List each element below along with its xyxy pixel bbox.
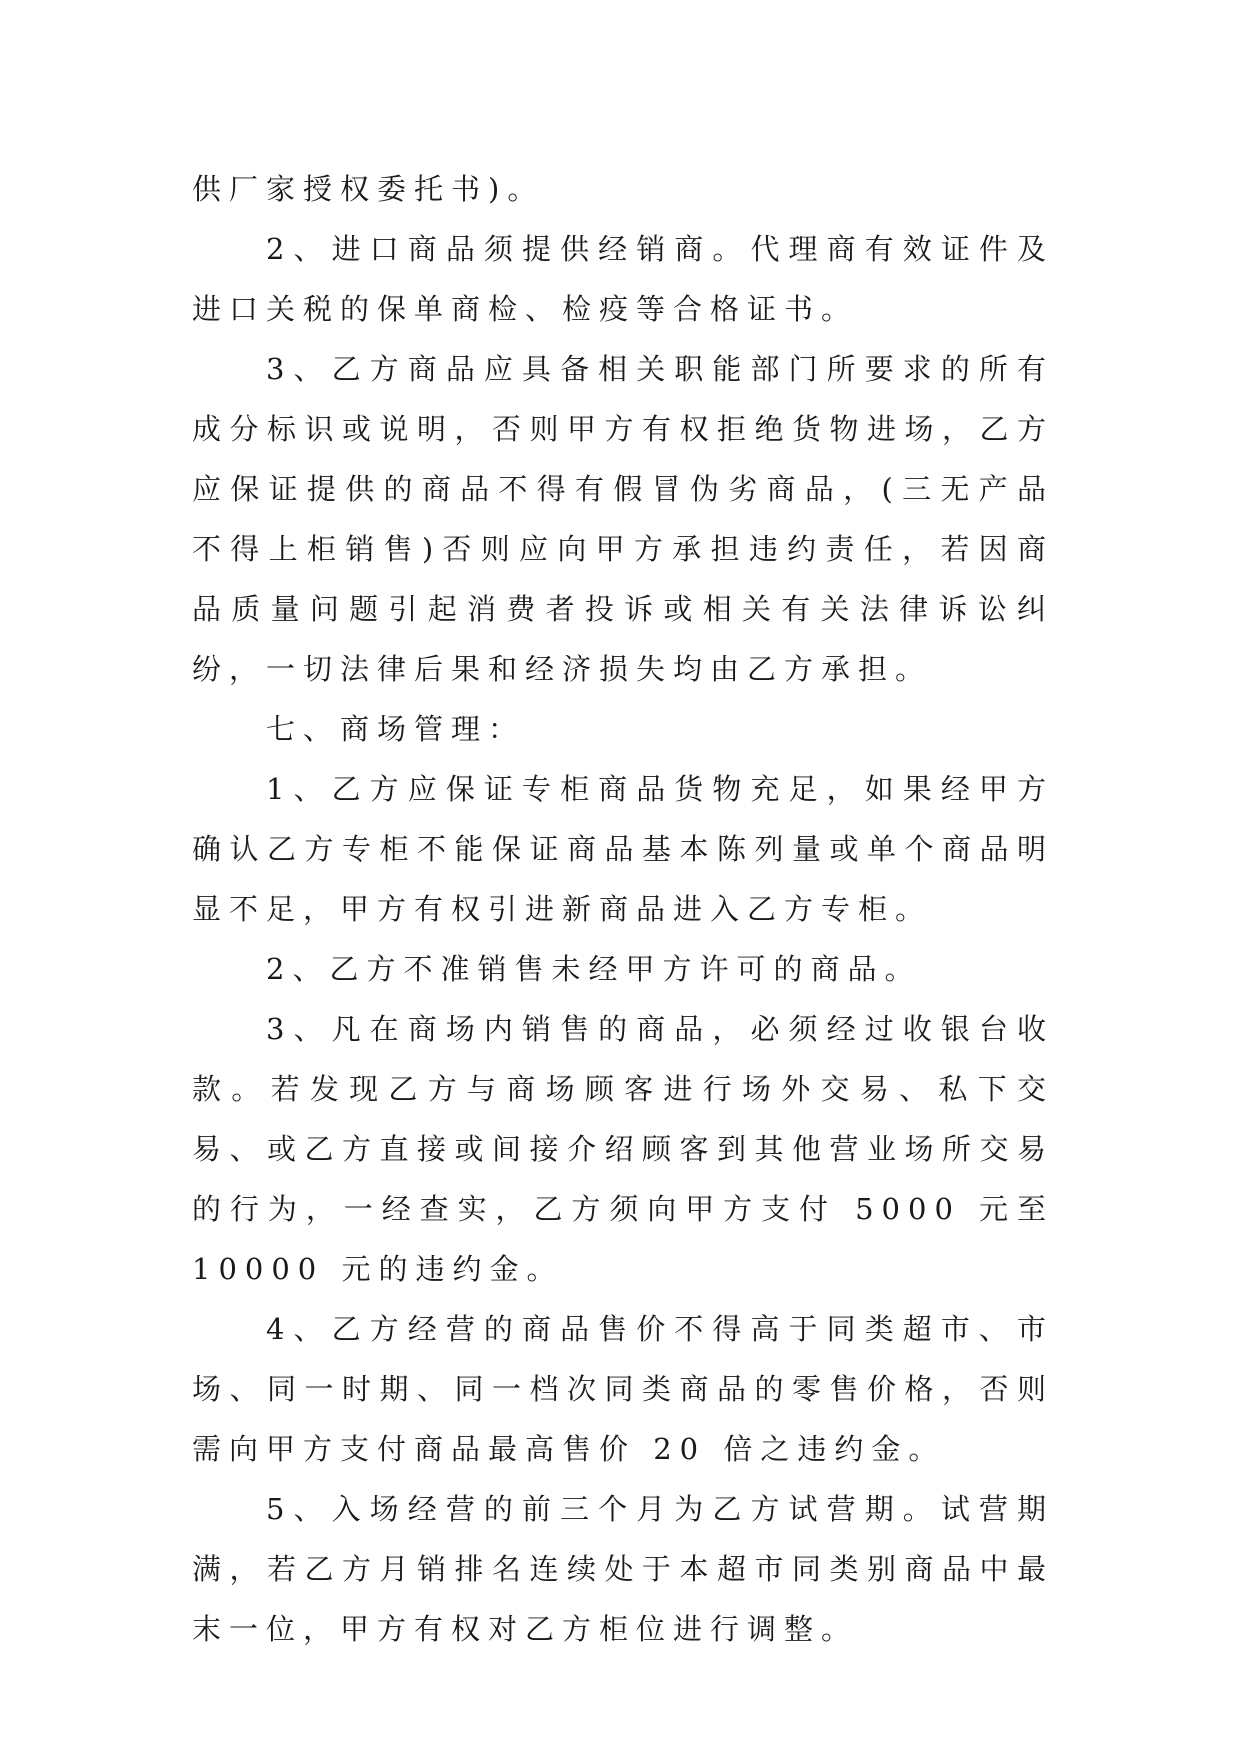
paragraph-mgmt-clause-1: 1、乙方应保证专柜商品货物充足，如果经甲方确认乙方专柜不能保证商品基本陈列量或单个商品明显不足，甲方有权引进新商品进入乙方专柜。 <box>192 772 1054 926</box>
paragraph-mgmt-clause-2: 2、乙方不准销售未经甲方许可的商品。 <box>266 952 922 986</box>
paragraph-mgmt-clause-4: 4、乙方经营的商品售价不得高于同类超市、市场、同一时期、同一档次同类商品的零售价格，否则需向甲方支付商品最高售价 20 倍之违约金。 <box>192 1312 1054 1466</box>
paragraph-clause-3-labeling: 3、乙方商品应具备相关职能部门所要求的所有成分标识或说明，否则甲方有权拒绝货物进场，乙方应保证提供的商品不得有假冒伪劣商品，(三无产品不得上柜销售)否则应向甲方承担违约责任，若因商品质量问题引起消费者投诉或相关有关法律诉讼纠纷，一切法律后果和经济损失均由乙方承担。 <box>192 352 1054 686</box>
paragraph-mgmt-clause-5: 5、入场经营的前三个月为乙方试营期。试营期满，若乙方月销排名连续处于本超市同类别商品中最末一位，甲方有权对乙方柜位进行调整。 <box>192 1492 1054 1646</box>
paragraph-continuation: 供厂家授权委托书)。 <box>192 172 545 206</box>
paragraph-clause-2-import: 2、进口商品须提供经销商。代理商有效证件及进口关税的保单商检、检疫等合格证书。 <box>192 232 1054 326</box>
paragraph-mgmt-clause-3: 3、凡在商场内销售的商品，必须经过收银台收款。若发现乙方与商场顾客进行场外交易、私下交易、或乙方直接或间接介绍顾客到其他营业场所交易的行为，一经查实，乙方须向甲方支付 5000 元至 10000 元的违约金。 <box>192 1012 1054 1286</box>
section-heading-mall-management: 七、商场管理： <box>266 712 526 746</box>
